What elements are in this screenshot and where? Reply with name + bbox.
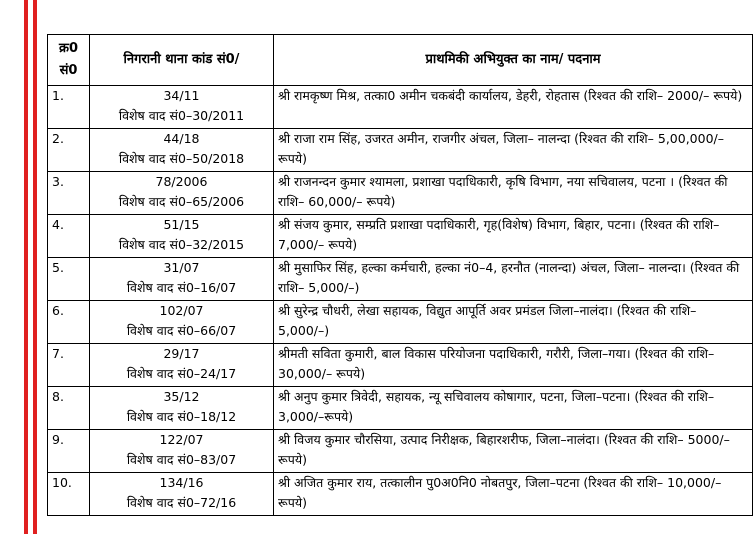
case-number: 122/07	[159, 432, 204, 447]
table-row	[48, 301, 753, 344]
table-row	[48, 430, 753, 473]
row-case	[90, 172, 274, 215]
row-case	[90, 430, 274, 473]
case-register-table	[47, 34, 753, 516]
case-number: 102/07	[159, 303, 204, 318]
table-row	[48, 86, 753, 129]
row-serial: 5.	[48, 258, 90, 301]
row-accused: श्री अनुप कुमार त्रिवेदी, सहायक, न्यू सचिवालय कोषागार, पटना, जिला–पटना। (रिश्वत की राशि– 3,000/–रूपये)	[274, 387, 753, 430]
row-accused: श्री मुसाफिर सिंह, हल्का कर्मचारी, हल्का नं0–4, हरनौत (नालन्दा) अंचल, जिला– नालन्दा। (रिश्वत की राशि– 5,000/–)	[274, 258, 753, 301]
header-serial-line2: सं0	[59, 63, 78, 78]
row-accused: श्री अजित कुमार राय, तत्कालीन पु0अ0नि0 नोबतपुर, जिला–पटना (रिश्वत की राशि– 10,000/– रूपये)	[274, 473, 753, 516]
row-serial: 1.	[48, 86, 90, 129]
header-serial-line1: क्र0	[58, 41, 79, 56]
table-row	[48, 129, 753, 172]
row-case	[90, 344, 274, 387]
margin-line-right	[33, 0, 37, 534]
row-accused: श्री राजा राम सिंह, उजरत अमीन, राजगीर अंचल, जिला– नालन्दा (रिश्वत की राशि– 5,00,000/– रूपये)	[274, 129, 753, 172]
case-number: 35/12	[163, 389, 200, 404]
row-accused: श्री रामकृष्ण मिश्र, तत्का0 अमीन चकबंदी कार्यालय, डेहरी, रोहतास (रिश्वत की राशि– 2000/– रूपये)	[274, 86, 753, 129]
special-case-number: विशेष वाद सं0–18/12	[126, 409, 237, 424]
row-serial: 8.	[48, 387, 90, 430]
row-accused: श्री विजय कुमार चौरसिया, उत्पाद निरीक्षक, बिहारशरीफ, जिला–नालंदा। (रिश्वत की राशि– 5000/– रूपये)	[274, 430, 753, 473]
table-row	[48, 258, 753, 301]
special-case-number: विशेष वाद सं0–32/2015	[118, 237, 245, 252]
row-serial: 10.	[48, 473, 90, 516]
row-case	[90, 473, 274, 516]
special-case-number: विशेष वाद सं0–16/07	[126, 280, 237, 295]
case-number: 31/07	[163, 260, 200, 275]
header-serial-number	[48, 35, 90, 86]
row-case	[90, 387, 274, 430]
row-serial: 2.	[48, 129, 90, 172]
case-number: 134/16	[159, 475, 204, 490]
special-case-number: विशेष वाद सं0–65/2006	[118, 194, 245, 209]
header-accused-name: प्राथमिकी अभियुक्त का नाम/ पदनाम	[274, 35, 753, 86]
row-case	[90, 301, 274, 344]
row-case	[90, 129, 274, 172]
special-case-number: विशेष वाद सं0–24/17	[126, 366, 237, 381]
row-accused: श्री सुरेन्द्र चौधरी, लेखा सहायक, विद्युत आपूर्ति अवर प्रमंडल जिला–नालंदा। (रिश्वत की राशि– 5,000/–)	[274, 301, 753, 344]
row-accused: श्री राजनन्दन कुमार श्यामला, प्रशाखा पदाधिकारी, कृषि विभाग, नया सचिवालय, पटना । (रिश्वत की राशि– 60,000/– रूपये)	[274, 172, 753, 215]
case-number: 34/11	[163, 88, 200, 103]
table-row	[48, 215, 753, 258]
table-row	[48, 387, 753, 430]
special-case-number: विशेष वाद सं0–30/2011	[118, 108, 245, 123]
special-case-number: विशेष वाद सं0–72/16	[126, 495, 237, 510]
table-row	[48, 172, 753, 215]
margin-line-left	[24, 0, 28, 534]
table-row	[48, 473, 753, 516]
row-case	[90, 258, 274, 301]
row-serial: 4.	[48, 215, 90, 258]
case-number: 44/18	[163, 131, 200, 146]
case-number: 78/2006	[155, 174, 208, 189]
table-header-row	[48, 35, 753, 86]
row-serial: 9.	[48, 430, 90, 473]
special-case-number: विशेष वाद सं0–50/2018	[118, 151, 245, 166]
row-case	[90, 86, 274, 129]
case-number: 29/17	[163, 346, 200, 361]
row-serial: 6.	[48, 301, 90, 344]
row-accused: श्री संजय कुमार, सम्प्रति प्रशाखा पदाधिकारी, गृह(विशेष) विभाग, बिहार, पटना। (रिश्वत की राशि– 7,000/– रूपये)	[274, 215, 753, 258]
row-accused: श्रीमती सविता कुमारी, बाल विकास परियोजना पदाधिकारी, गरौरी, जिला–गया। (रिश्वत की राशि– 30,000/– रूपये)	[274, 344, 753, 387]
table-row	[48, 344, 753, 387]
header-case-number: निगरानी थाना कांड सं0/	[90, 35, 274, 86]
special-case-number: विशेष वाद सं0–66/07	[126, 323, 237, 338]
case-number: 51/15	[163, 217, 200, 232]
row-serial: 7.	[48, 344, 90, 387]
row-serial: 3.	[48, 172, 90, 215]
special-case-number: विशेष वाद सं0–83/07	[126, 452, 237, 467]
row-case	[90, 215, 274, 258]
